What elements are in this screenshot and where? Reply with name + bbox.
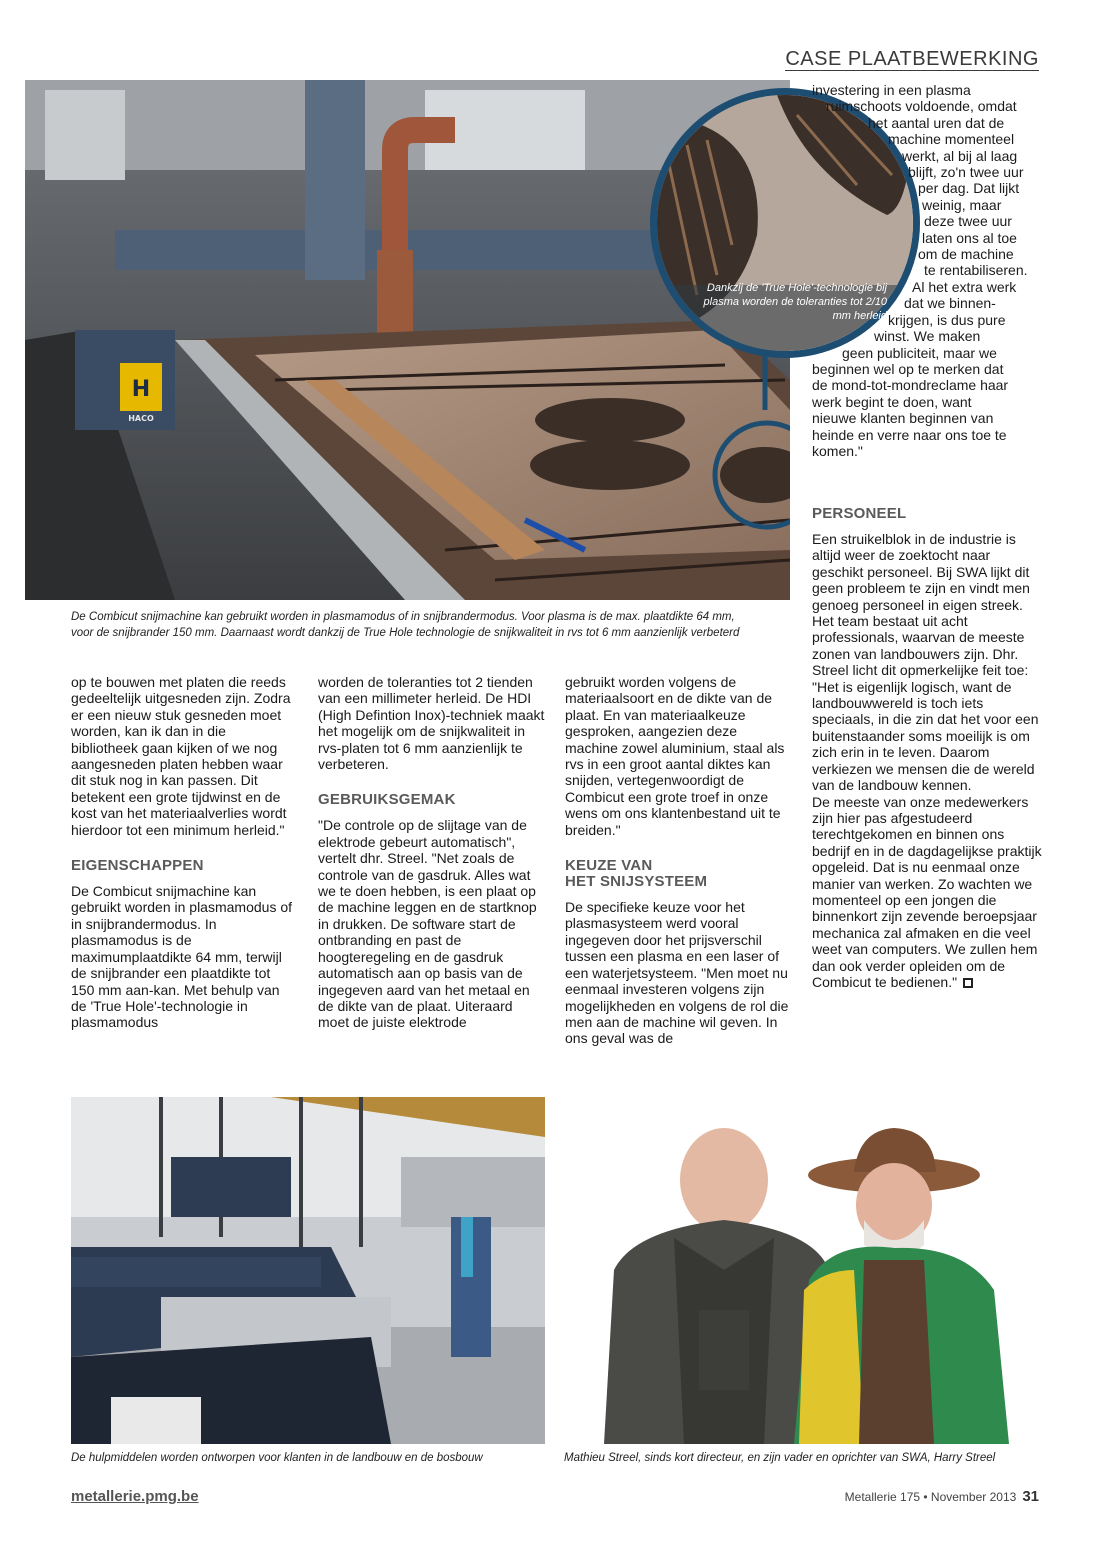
svg-text:H: H [131, 377, 151, 402]
right-column-top-text [812, 82, 1042, 459]
column-1 [71, 674, 296, 1031]
portrait-photo [564, 1120, 1042, 1444]
text-line: machine momenteel [888, 131, 1015, 148]
text-line: per dag. Dat lijkt [918, 180, 1020, 197]
heading-eigenschappen: EIGENSCHAPPEN [71, 857, 204, 875]
page-number: 31 [1022, 1488, 1039, 1505]
text-line: laten ons al toe [922, 229, 1017, 246]
workshop-photo [71, 1097, 545, 1444]
text-line: winst. We maken [874, 328, 981, 345]
caption-line: De Combicut snijmachine kan gebruikt worden in plasmamodus of in snijbrandermodus. Voor plasma is de max. plaatdikte 64 mm, [71, 611, 735, 623]
text-line: heinde en verre naar ons toe te [812, 426, 1007, 443]
text-line: het aantal uren dat de [868, 114, 1005, 131]
column-3 [565, 674, 793, 1047]
text-line: nieuwe klanten beginnen van [812, 410, 994, 427]
heading-line: KEUZE VAN [565, 857, 653, 875]
text-line: te rentabiliseren. [924, 262, 1028, 279]
text-line: komen." [812, 442, 863, 459]
caption-line: voor de snijbrander 150 mm. Daarnaast wordt dankzij de True Hole technologie de snijkwaliteit in rvs tot 6 mm aanzienlijk verbeterd [71, 627, 740, 639]
text-line: krijgen, is dus pure [888, 311, 1006, 328]
column-4 [812, 486, 1044, 990]
heading-keuze [565, 858, 793, 890]
heading-line: HET SNIJSYSTEEM [565, 873, 708, 891]
bottom-left-caption: De hulpmiddelen worden ontworpen voor klanten in de landbouw en de bosbouw [71, 1452, 483, 1464]
page-footer [845, 1488, 1039, 1505]
paragraph-wrap [812, 794, 1044, 991]
paragraph: "De controle op de slijtage van de elektrode gebeurt automatisch", vertelt dhr. Streel. "Net zoals de controle van de gasdruk. Alles wat we te doen hebben, is een plaat op de machine leggen en de startknop in drukken. De software start de ontbranding en past de hoogteregeling en de gasdruk automatisch aan op basis van de ingegeven aard van het metaal en de dikte van de plaat. Uiteraard moet de juiste elektrode [318, 817, 537, 1031]
paragraph: Een struikelblok in de industrie is altijd weer de zoektocht naar geschikt personeel. Bij SWA lijkt dit geen probleem te zijn en vindt men genoeg personeel in eigen streek. Het team bestaat uit acht professionals, waarvan de meeste zonen van landbouwers zijn. Dhr. Streel licht dit opmerkelijke feit toe: "Het is eigenlijk logisch, want de landbouwwereld is toch iets speciaals, in die zin dat het voor een buitenstaander soms moeilijk is om zich erin in te leven. Daarom verkiezen we mensen die de wereld van de landbouw kennen. [812, 531, 1039, 794]
text-line: deze twee uur [924, 213, 1012, 230]
text-line: ruimschoots voldoende, omdat [826, 98, 1017, 115]
haco-logo: HACO [128, 414, 154, 423]
text-line: werk begint te doen, want [812, 393, 972, 410]
paragraph: worden de toleranties tot 2 tienden van een millimeter herleid. De HDI (High Defintion Inox)-techniek maakt het mogelijk om de snijkwaliteit in rvs-platen tot 6 mm aanzienlijk te verbeteren. [318, 674, 545, 773]
column-2 [318, 674, 546, 1031]
text-line: blijft, zo'n twee uur [908, 164, 1024, 181]
text-line: Al het extra werk [912, 278, 1017, 295]
top-photo-caption [71, 609, 791, 641]
site-link[interactable]: metallerie.pmg.be [71, 1488, 199, 1505]
text-line: geen publiciteit, maar we [842, 344, 997, 361]
heading-gebruiksgemak: GEBRUIKSGEMAK [318, 791, 456, 809]
paragraph: De Combicut snijmachine kan gebruikt worden in plasmamodus of in snijbrandermodus. In plasmamodus is de maximumplaatdikte 64 mm, terwijl de snijbrander een plaatdikte tot 150 mm aan-kan. Met behulp van de 'True Hole'-technologie in plasmamodus [71, 883, 293, 1031]
issue-info: Metallerie 175 • November 2013 [844, 1490, 1017, 1504]
text-line: investering in een plasma [812, 82, 971, 98]
text-line: dat we binnen- [904, 295, 996, 312]
heading-personeel: PERSONEEL [812, 505, 907, 522]
section-label: CASE PLAATBEWERKING [785, 48, 1039, 70]
paragraph: De meeste van onze medewerkers zijn hier pas afgestudeerd terechtgekomen en binnen ons bedrijf en in de dagdagelijkse praktijk opgeleid. Dat is nu eenmaal onze manier van werken. Zo wachten we momenteel op een jongen die binnenkort zijn zevende beroepsjaar mechanica zal afmaken en die veel weet van computers. We zullen hem dan ook verder opleiden om de Combicut te bedienen." [812, 793, 1042, 990]
text-line: de mond-tot-mondreclame haar [812, 377, 1009, 394]
bottom-right-caption: Mathieu Streel, sinds kort directeur, en zijn vader en oprichter van SWA, Harry Streel [564, 1452, 996, 1464]
paragraph: De specifieke keuze voor het plasmasysteem werd vooral ingegeven door het prijsverschil tussen een plasma en een laser of een waterjetsysteem. "Men moet nu eenmaal investeren volgens zijn mogelijkheden en volgens de rol die men aan de machine wil geven. In ons geval was de [565, 899, 789, 1047]
paragraph: op te bouwen met platen die reeds gedeeltelijk uitgesneden zijn. Zodra er een nieuw stuk gesneden moet worden, kan ik dan in die bibliotheek gaan kijken of we nog aangesneden platen hebben waar dit stuk nog in kan passen. Dit betekent een grote tijdwinst en de kost van het materiaalverlies wordt hierdoor tot een minimum herleid." [71, 674, 291, 838]
inset-caption: Dankzij de 'True Hole'-technologie bij plasma worden de toleranties tot 2/10 mm herleid [703, 282, 887, 322]
text-line: weinig, maar [922, 196, 1002, 213]
paragraph: gebruikt worden volgens de materiaalsoort en de dikte van de plaat. En van materiaalkeuze gesproken, aangezien deze machine zowel aluminium, staal als rvs in een groot aantal diktes kan snijden, vertegenwoordigt de Combicut een grote troef in onze wens om ons klantenbestand uit te breiden." [565, 674, 785, 838]
end-mark-icon [963, 978, 973, 988]
text-line: beginnen wel op te merken dat [812, 360, 1004, 377]
text-line: werkt, al bij al laag [902, 147, 1018, 164]
text-line: om de machine [918, 246, 1014, 263]
